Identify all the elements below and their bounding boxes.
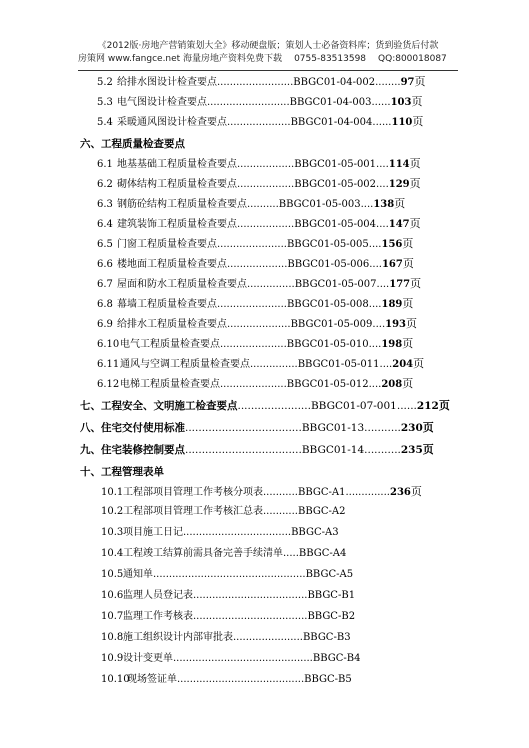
- toc-number: 10.5: [101, 569, 124, 580]
- toc-number: 5.2: [97, 77, 113, 88]
- toc-code: BBGC01-04-004: [290, 117, 373, 128]
- toc-code: BBGC01-05-004: [294, 219, 377, 230]
- toc-leader: ........................: [217, 77, 294, 88]
- toc-leader: ...........: [263, 487, 298, 498]
- header-line-1: 《2012版·房地产营销策划大全》移动硬盘版；策划人士必备资料库；货到验货后付款: [97, 41, 439, 51]
- toc-leader: ......................: [233, 632, 303, 643]
- toc-title: 现场签证单: [127, 674, 177, 685]
- toc-page-unit: 页: [409, 177, 421, 190]
- toc-leader: ....: [360, 199, 374, 210]
- toc-row[interactable]: [101, 629, 351, 647]
- toc-row[interactable]: [97, 355, 424, 373]
- toc-page-unit: 页: [409, 217, 421, 230]
- toc-number: 6.4: [97, 219, 113, 230]
- toc-leader: ....: [376, 279, 390, 290]
- toc-leader: ...................................: [185, 444, 302, 456]
- toc-code: BBGC01-05-011: [297, 359, 380, 370]
- toc-code: BBGC01-05-008: [286, 299, 369, 310]
- toc-title: 门窗工程质量检查要点: [117, 239, 217, 250]
- toc-leader: ....: [376, 179, 389, 190]
- toc-number: 10.8: [101, 632, 124, 643]
- toc-page: 230: [400, 422, 423, 434]
- toc-code: BBGC01-05-012: [286, 379, 369, 390]
- toc-row[interactable]: [97, 375, 413, 393]
- toc-leader: ....: [369, 259, 382, 270]
- toc-title: 通风与空调工程质量检查要点: [120, 359, 250, 370]
- toc-number: 6.3: [97, 199, 113, 210]
- toc-code: BBGC-A5: [305, 569, 354, 580]
- toc-page: 193: [385, 319, 406, 330]
- toc-page: 204: [392, 359, 414, 370]
- toc-leader: ....................................: [193, 611, 308, 622]
- toc-number: 九、: [80, 444, 101, 456]
- toc-row[interactable]: [101, 671, 352, 689]
- page-header: [78, 40, 458, 66]
- toc-page-unit: 页: [402, 237, 414, 250]
- toc-code: BBGC01-05-009: [290, 319, 373, 330]
- toc-leader: ......: [396, 400, 417, 412]
- toc-number: 六、: [80, 138, 101, 150]
- toc-leader: ........................................: [177, 674, 305, 685]
- toc-number: 6.6: [97, 259, 113, 270]
- toc-leader: ......................: [237, 400, 311, 412]
- toc-code: BBGC01-05-001: [294, 159, 377, 170]
- toc-leader: ....: [368, 239, 382, 250]
- toc-leader: ......: [371, 97, 391, 108]
- header-qq: QQ:800018087: [378, 54, 447, 64]
- toc-page-unit: 页: [406, 317, 417, 330]
- toc-page: 138: [373, 199, 395, 210]
- toc-leader: ........: [375, 77, 401, 88]
- toc-leader: ......: [372, 117, 392, 128]
- toc-leader: ...........: [364, 444, 401, 456]
- toc-number: 七、: [80, 400, 101, 412]
- toc-page-unit: 页: [410, 277, 422, 290]
- toc-title: 通知单: [123, 569, 153, 580]
- toc-number: 10.3: [101, 527, 124, 538]
- toc-title: 电气图设计检查要点: [117, 97, 207, 108]
- toc-code: BBGC01-05-010: [286, 339, 369, 350]
- toc-leader: .....: [283, 548, 299, 559]
- toc-code: BBGC-A1: [297, 487, 346, 498]
- toc-page-unit: 页: [409, 157, 421, 170]
- toc-row[interactable]: [97, 155, 421, 173]
- toc-leader: ................................................: [153, 569, 306, 580]
- toc-row[interactable]: [97, 73, 425, 91]
- toc-page: 208: [381, 379, 403, 390]
- toc-code: BBGC01-04-002: [293, 77, 376, 88]
- toc-leader: ....................................: [193, 590, 308, 601]
- toc-title: 楼地面工程质量检查要点: [117, 259, 227, 270]
- toc-page: 189: [381, 299, 403, 310]
- toc-title: 项目施工日记: [123, 527, 183, 538]
- toc-row[interactable]: [97, 315, 417, 333]
- toc-code: BBGC01-04-003: [289, 97, 372, 108]
- toc-leader: ......................: [217, 239, 287, 250]
- header-divider: [78, 70, 458, 71]
- toc-page-unit: 页: [402, 257, 414, 270]
- toc-row[interactable]: [101, 483, 422, 501]
- toc-row[interactable]: [101, 650, 361, 668]
- toc-leader: ............................................: [173, 653, 313, 664]
- toc-leader: .....................: [220, 379, 287, 390]
- toc-code: BBGC01-05-003: [278, 199, 361, 210]
- toc-leader: ..................: [237, 219, 295, 230]
- toc-title: 电梯工程质量检查要点: [120, 379, 220, 390]
- toc-code: BBGC-A3: [291, 527, 339, 538]
- toc-leader: ..........................: [207, 97, 290, 108]
- toc-page: 110: [391, 117, 413, 128]
- toc-leader: ...................................: [185, 422, 302, 434]
- toc-page: 235: [400, 444, 423, 456]
- toc-number: 10.4: [101, 548, 124, 559]
- toc-title: 电气工程质量检查要点: [120, 339, 220, 350]
- toc-page: 167: [381, 259, 403, 270]
- toc-number: 10.10: [101, 674, 130, 685]
- toc-code: BBGC-B1: [307, 590, 356, 601]
- toc-number: 10.6: [101, 590, 124, 601]
- toc-number: 10.7: [101, 611, 124, 622]
- toc-title: 设计变更单: [123, 653, 173, 664]
- toc-row[interactable]: [101, 503, 345, 521]
- toc-code: BBGC-A2: [297, 506, 346, 517]
- toc-row[interactable]: [97, 93, 422, 111]
- toc-number: 6.2: [97, 179, 113, 190]
- toc-page: 97: [400, 77, 415, 88]
- toc-page: 177: [389, 279, 411, 290]
- toc-number: 5.3: [97, 97, 113, 108]
- toc-leader: ...............: [250, 359, 298, 370]
- toc-code: BBGC-B3: [302, 632, 351, 643]
- toc-leader: ....................: [227, 117, 291, 128]
- toc-page-unit: 页: [411, 95, 423, 108]
- toc-section-heading[interactable]: [80, 419, 434, 437]
- toc-leader: ......................: [217, 299, 287, 310]
- toc-leader: ..........: [247, 199, 279, 210]
- toc-page-unit: 页: [394, 197, 406, 210]
- toc-leader: ....: [368, 379, 382, 390]
- toc-title: 施工组织设计内部审批表: [123, 632, 233, 643]
- toc-row[interactable]: [97, 275, 421, 293]
- toc-title: 住宅装修控制要点: [101, 444, 185, 456]
- toc-code: BBGC-B5: [304, 674, 352, 685]
- toc-page-unit: 页: [402, 297, 414, 310]
- toc-page-unit: 页: [402, 337, 414, 350]
- toc-leader: .....................: [220, 339, 287, 350]
- toc-leader: ....: [368, 339, 382, 350]
- toc-row[interactable]: [97, 195, 405, 213]
- toc-page: 147: [388, 219, 410, 230]
- toc-title: 工程安全、文明施工检查要点: [101, 400, 238, 412]
- toc-leader: ....: [376, 159, 389, 170]
- toc-title: 工程部项目管理工作考核分项表: [123, 487, 263, 498]
- toc-row[interactable]: [101, 566, 353, 584]
- toc-title: 工程部项目管理工作考核汇总表: [123, 506, 263, 517]
- toc-page-unit: 页: [438, 399, 450, 412]
- toc-number: 6.11: [97, 359, 120, 370]
- toc-leader: ...........: [263, 506, 298, 517]
- toc-title: 地基基础工程质量检查要点: [117, 159, 237, 170]
- toc-number: 6.1: [97, 159, 113, 170]
- toc-title: 给排水图设计检查要点: [117, 77, 217, 88]
- toc-title: 屋面和防水工程质量检查要点: [117, 279, 247, 290]
- toc-title: 住宅交付使用标准: [101, 422, 185, 434]
- toc-row[interactable]: [97, 235, 413, 253]
- toc-page-unit: 页: [413, 357, 425, 370]
- toc-section-heading[interactable]: [80, 441, 434, 459]
- toc-row[interactable]: [101, 608, 355, 626]
- toc-code: BBGC01-07-001: [310, 400, 397, 412]
- toc-number: 6.10: [97, 339, 120, 350]
- toc-row[interactable]: [97, 335, 413, 353]
- toc-code: BBGC01-05-007: [294, 279, 377, 290]
- toc-section-heading[interactable]: [80, 397, 450, 415]
- toc-leader: ...........: [364, 422, 401, 434]
- toc-title: 工程质量检查要点: [101, 138, 185, 150]
- toc-title: 砌体结构工程质量检查要点: [117, 179, 237, 190]
- toc-leader: ....: [368, 299, 382, 310]
- toc-page-unit: 页: [414, 75, 426, 88]
- toc-leader: ....: [372, 319, 386, 330]
- toc-leader: ....: [379, 359, 393, 370]
- toc-number: 八、: [80, 422, 101, 434]
- toc-leader: ..................: [237, 179, 295, 190]
- toc-code: BBGC01-05-006: [287, 259, 370, 270]
- toc-page-unit: 页: [422, 421, 434, 434]
- toc-number: 6.12: [97, 379, 120, 390]
- toc-row[interactable]: [97, 215, 421, 233]
- toc-page: 156: [381, 239, 403, 250]
- toc-section-heading[interactable]: [80, 135, 185, 153]
- toc-page-unit: 页: [410, 485, 422, 498]
- toc-code: BBGC-B4: [312, 653, 361, 664]
- toc-page-unit: 页: [412, 115, 424, 128]
- toc-code: BBGC01-13: [301, 422, 365, 434]
- header-site: 房策网 www.fangce.net 海量房地产资料免费下载: [78, 54, 283, 64]
- header-phone: 0755-83513598: [294, 54, 367, 64]
- toc-row[interactable]: [97, 175, 421, 193]
- toc-title: 幕墙工程质量检查要点: [117, 299, 217, 310]
- toc-page: 198: [381, 339, 403, 350]
- toc-code: BBGC01-05-002: [294, 179, 377, 190]
- toc-row[interactable]: [97, 255, 414, 273]
- toc-leader: ..............: [345, 487, 390, 498]
- toc-number: 6.8: [97, 299, 113, 310]
- toc-title: 工程管理表单: [101, 466, 164, 478]
- toc-row[interactable]: [97, 295, 413, 313]
- toc-number: 10.9: [101, 653, 124, 664]
- toc-number: 6.9: [97, 319, 113, 330]
- toc-row[interactable]: [97, 113, 423, 131]
- toc-number: 5.4: [97, 117, 113, 128]
- toc-number: 6.7: [97, 279, 113, 290]
- toc-code: BBGC-B2: [307, 611, 356, 622]
- toc-leader: ...................: [227, 259, 288, 270]
- toc-leader: ..................................: [183, 527, 292, 538]
- toc-page: 103: [390, 97, 412, 108]
- toc-title: 监理工作考核表: [123, 611, 193, 622]
- toc-number: 10.2: [101, 506, 124, 517]
- toc-title: 钢筋砼结构工程质量检查要点: [117, 199, 247, 210]
- header-line-2: [78, 53, 458, 66]
- toc-page: 236: [389, 487, 411, 498]
- toc-number: 十、: [80, 466, 101, 478]
- toc-title: 采暖通风图设计检查要点: [117, 117, 227, 128]
- toc-code: BBGC-A4: [298, 548, 347, 559]
- toc-number: 10.1: [101, 487, 124, 498]
- toc-code: BBGC01-05-005: [286, 239, 369, 250]
- toc-title: 工程竣工结算前需具备完善手续清单: [123, 548, 283, 559]
- toc-title: 建筑装饰工程质量检查要点: [117, 219, 237, 230]
- toc-section-heading[interactable]: [80, 463, 164, 481]
- toc-page: 114: [388, 159, 410, 170]
- toc-code: BBGC01-14: [301, 444, 365, 456]
- toc-leader: ....: [376, 219, 389, 230]
- toc-row[interactable]: [101, 587, 355, 605]
- toc-page-unit: 页: [402, 377, 414, 390]
- toc-row[interactable]: [101, 545, 346, 563]
- toc-title: 给排水工程质量检查要点: [117, 319, 227, 330]
- toc-leader: ....................: [227, 319, 291, 330]
- toc-page-unit: 页: [422, 443, 434, 456]
- toc-title: 监理人员登记表: [123, 590, 193, 601]
- toc-row[interactable]: [101, 524, 339, 542]
- toc-leader: ...............: [247, 279, 295, 290]
- toc-number: 6.5: [97, 239, 113, 250]
- toc-page: 212: [416, 400, 439, 412]
- toc-leader: ..................: [237, 159, 295, 170]
- toc-page: 129: [388, 179, 410, 190]
